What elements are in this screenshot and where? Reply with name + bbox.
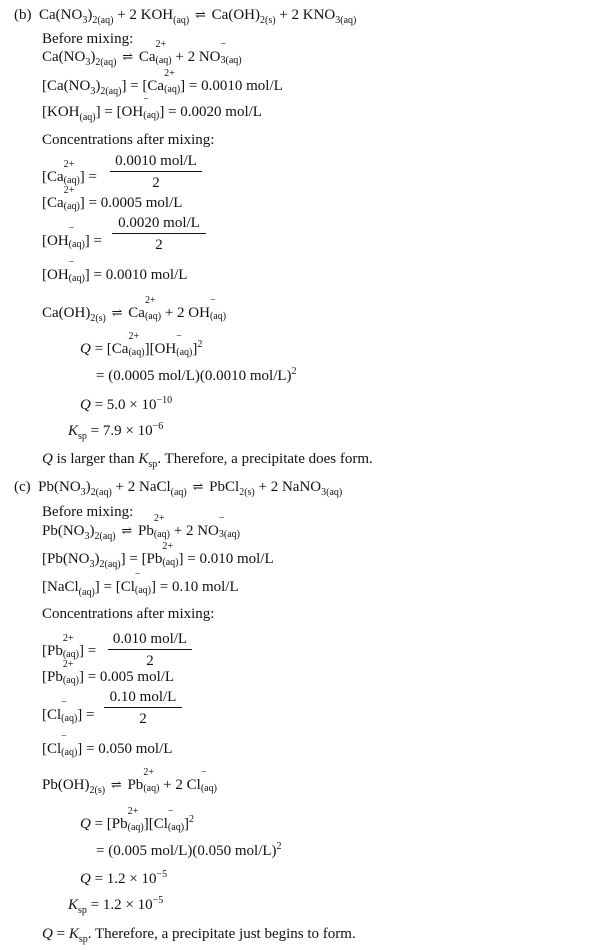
equilibrium-arrow-icon: ⇌ (110, 777, 122, 792)
part-b-label: (b) (14, 7, 32, 23)
fraction-bar (112, 233, 206, 234)
c-ksp-value: $K_{sp} = 1.2 \times 10^{-5}$ (68, 895, 164, 916)
b-q-substituted-value: = (0.0005 mol/L)(0.0010 mol/L) (96, 368, 292, 384)
equilibrium-arrow-icon: ⇌ (195, 7, 206, 22)
c-cl-fraction (104, 688, 182, 728)
b-ca-frac-lhs: [Ca 2+ (aq) ] = (42, 159, 97, 186)
part-c-label: (c) (14, 479, 31, 495)
b-ksp-mantissa: = 7.9 × 10 (90, 423, 153, 439)
part-c-equation: (c) $Pb(NO_3)_{2(aq)} + 2$ NaCl$_{(aq)}$ ⇌ PbCl$_{2(s)}$ + 2 NaNO$_{3(aq)}$ (14, 479, 343, 498)
c-cl-frac-denominator: 2 (139, 711, 147, 727)
c-ksp-mantissa: = 1.2 × 10 (90, 897, 153, 913)
c-pb-after-value: = 0.005 mol/L (87, 669, 175, 685)
b-conc-koh-value: = 0.0020 mol/L (168, 104, 262, 120)
c-q-substituted-value: = (0.005 mol/L)(0.050 mol/L) (96, 843, 277, 859)
part-b-equation: (b) $Ca(NO_3)_{2(aq)} + 2$ $KOH_{(aq)}$ ⇌ $Ca(OH)_{2(s)} + 2$ $KNO_{3(aq)}$ (14, 7, 357, 26)
c-pb-frac-lhs: [Pb 2+ (aq) ] = (42, 633, 97, 660)
c-ksp-exponent: −5 (152, 895, 164, 906)
c-conclusion-text: . Therefore, a precipitate just begins to form. (87, 926, 356, 942)
c-dissociation-eq: $Pb(NO_3)_{2(aq)}$ ⇌ Pb 2+ (aq) + 2 NO − 3(aq) (42, 513, 240, 542)
c-conclusion: $Q = K_{sp}$. Therefore, a precipitate just begins to form. (42, 926, 356, 945)
b-oh-frac-numerator: 0.0020 mol/L (118, 215, 200, 231)
equilibrium-arrow-icon: ⇌ (111, 305, 123, 320)
c-precip-eq: $Pb(OH)_{2(s)}$ ⇌ Pb 2+ (aq) + 2 Cl − (aq) (42, 767, 217, 796)
c-cl-after: [Cl − (aq) ] = 0.050 mol/L (42, 731, 173, 758)
b-oh-frac-denominator: 2 (155, 237, 163, 253)
b-conclusion-mid: is larger than (56, 451, 135, 467)
c-pb-frac-numerator: 0.010 mol/L (112, 631, 188, 647)
b-q-value-mantissa: = 5.0 × 10 (94, 397, 157, 413)
b-oh-after-value: = 0.0010 mol/L (93, 267, 188, 283)
b-q-value-exponent: −10 (156, 395, 173, 406)
b-conc-ca-value: = 0.0010 mol/L (188, 78, 283, 94)
b-q-value: $Q = 5.0 \times 10^{-10}$ (80, 395, 173, 413)
c-cl-frac-numerator: 0.10 mol/L (109, 689, 177, 705)
b-ca-fraction (110, 152, 202, 192)
b-ca-after: [Ca 2+ (aq) ] = 0.0005 mol/L (42, 185, 183, 212)
c-pb-frac-denominator: 2 (146, 653, 154, 669)
b-oh-after: [OH − (aq) ] = 0.0010 mol/L (42, 257, 188, 284)
b-ca-after-value: = 0.0005 mol/L (88, 195, 183, 211)
b-oh-fraction (112, 214, 206, 254)
b-ca-frac-numerator: 0.0010 mol/L (115, 153, 197, 169)
b-ksp-exponent: −6 (152, 421, 164, 432)
c-q-expression: Q = [Pb 2+ (aq) ][Cl − (aq) ]$^2$ (80, 806, 195, 833)
fraction-bar (104, 707, 182, 708)
fraction-bar (110, 171, 202, 172)
b-after-mixing: Concentrations after mixing: (42, 132, 215, 148)
c-q-value-mantissa: = 1.2 × 10 (94, 871, 157, 887)
c-q-value-exponent: −5 (156, 869, 168, 880)
c-cl-after-value: = 0.050 mol/L (86, 741, 173, 757)
c-cl-frac-lhs: [Cl − (aq) ] = (42, 697, 95, 724)
b-conclusion-text: . Therefore, a precipitate does form. (157, 451, 373, 467)
b-ca-frac-denominator: 2 (152, 175, 160, 191)
c-pb-fraction (108, 630, 192, 670)
c-q-substituted: = (0.005 mol/L)(0.050 mol/L)$^2$ (96, 841, 282, 859)
c-conc-nacl: [NaCl$_{(aq)}$] = [Cl − (aq) ] = 0.10 mol/L (42, 569, 239, 598)
b-conclusion: Q is larger than $K_{sp}$. Therefore, a precipitate does form. (42, 451, 373, 470)
c-q-value: $Q = 1.2 \times 10^{-5}$ (80, 869, 168, 887)
c-conc-nacl-value: = 0.10 mol/L (159, 579, 239, 595)
b-precip-eq: $Ca(OH)_{2(s)}$ ⇌ Ca 2+ (aq) + 2 OH − (aq) (42, 295, 227, 324)
c-before-mixing: Before mixing: (42, 504, 134, 520)
equilibrium-arrow-icon: ⇌ (122, 49, 134, 64)
b-dissociation-eq: $Ca(NO_3)_{2(aq)}$ ⇌ Ca 2+ (aq) + 2 NO − 3(aq) (42, 39, 242, 68)
equilibrium-arrow-icon: ⇌ (121, 523, 133, 538)
equilibrium-arrow-icon: ⇌ (192, 479, 204, 494)
b-before-mixing: Before mixing: (42, 31, 134, 47)
b-q-expression: Q = [Ca 2+ (aq) ][OH − (aq) ]$^2$ (80, 331, 203, 358)
b-conc-ca: $[Ca(NO_3)_{2(aq)}] = [Ca$ 2+ (aq) ] = 0.0010 mol/L (42, 68, 283, 97)
b-q-substituted: = (0.0005 mol/L)(0.0010 mol/L)$^2$ (96, 366, 297, 384)
b-conc-koh: $[KOH_{(aq)}] = [OH$ − (aq) ] = 0.0020 mol/L (42, 94, 262, 123)
c-pb-after: [Pb 2+ (aq) ] = 0.005 mol/L (42, 659, 175, 686)
c-conc-pb-value: = 0.010 mol/L (187, 551, 274, 567)
c-conc-pb: $[Pb(NO_3)_{2(aq)}] = [Pb$ 2+ (aq) ] = 0.010 mol/L (42, 541, 274, 570)
b-ksp-value: $K_{sp} = 7.9 \times 10^{-6}$ (68, 421, 164, 442)
c-after-mixing: Concentrations after mixing: (42, 606, 215, 622)
b-oh-frac-lhs: [OH − (aq) ] = (42, 223, 102, 250)
fraction-bar (108, 649, 192, 650)
